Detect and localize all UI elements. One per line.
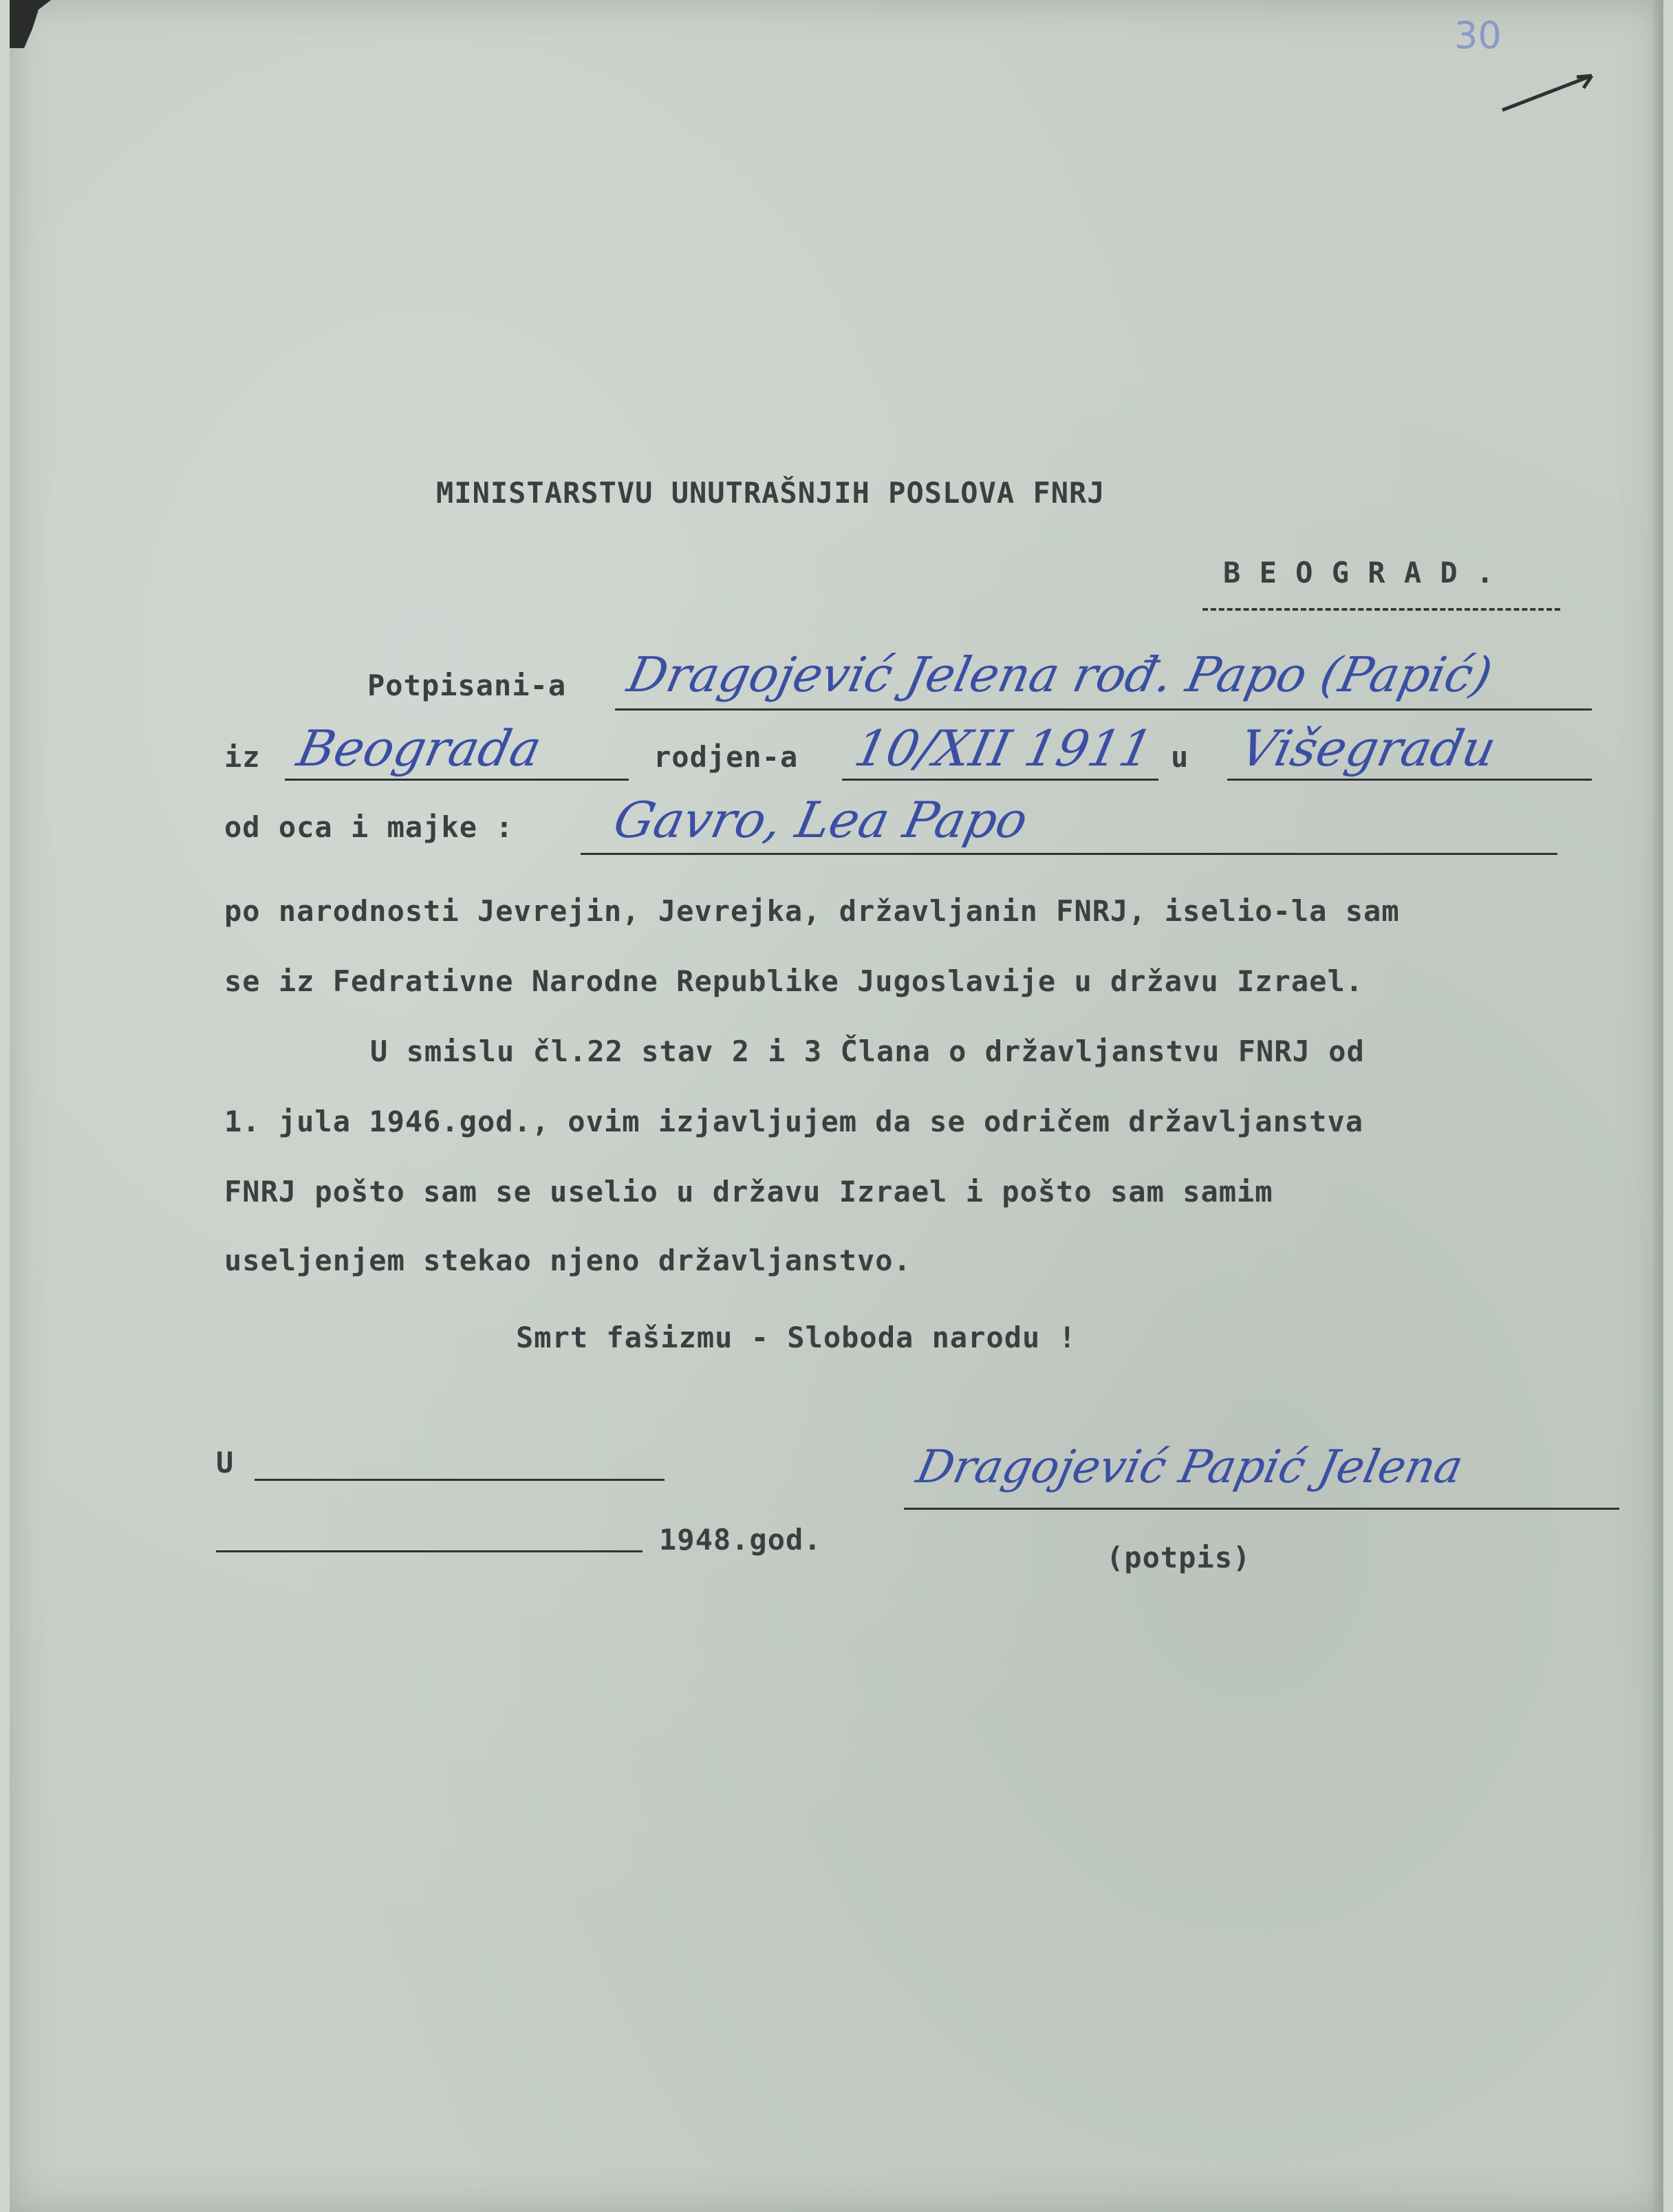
potpisani-underline <box>615 708 1592 711</box>
rodjen-underline <box>842 779 1158 781</box>
signature-line <box>904 1508 1619 1510</box>
body-line-2: se iz Fedrativne Narodne Republike Jugoslavije u državu Izrael. <box>224 964 1364 998</box>
city-underline <box>1202 608 1560 611</box>
u-value: Višegradu <box>1235 719 1502 777</box>
page-number: 30 <box>1454 14 1502 57</box>
body-line-5: FNRJ pošto sam se uselio u državu Izrael i pošto sam samim <box>224 1175 1273 1208</box>
signature: Dragojević Papić Jelena <box>911 1440 1468 1493</box>
u-label: u <box>1171 740 1189 774</box>
date-line <box>216 1550 643 1552</box>
body-line-4: 1. jula 1946.god., ovim izjavljujem da se odričem državljanstva <box>224 1105 1364 1138</box>
rodjen-value: 10/XII 1911 <box>850 719 1158 777</box>
torn-corner <box>10 0 51 48</box>
iz-label: iz <box>224 740 261 774</box>
rodjen-label: rodjen-a <box>654 740 799 774</box>
signature-caption: (potpis) <box>1106 1541 1251 1574</box>
ministry-heading: MINISTARSTVU UNUTRAŠNJIH POSLOVA FNRJ <box>436 476 1105 510</box>
u-underline <box>1227 779 1592 781</box>
iz-underline <box>285 779 629 781</box>
city-heading: B E O G R A D . <box>1223 556 1495 589</box>
page-edge-shadow <box>1651 0 1663 2212</box>
slogan: Smrt fašizmu - Sloboda narodu ! <box>516 1321 1077 1354</box>
place-line <box>255 1479 665 1481</box>
potpisani-value: Dragojević Jelena rođ. Papo (Papić) <box>623 647 1498 703</box>
arrow-mark-icon <box>1496 62 1606 117</box>
document-page <box>10 0 1663 2212</box>
iz-value: Beograda <box>292 719 547 777</box>
potpisani-label: Potpisani-a <box>367 669 567 702</box>
year-label: 1948.god. <box>659 1523 822 1557</box>
roditelji-value: Gavro, Lea Papo <box>609 791 1033 849</box>
body-line-6: useljenjem stekao njeno državljanstvo. <box>224 1244 911 1277</box>
roditelji-underline <box>581 853 1557 855</box>
body-line-3: U smislu čl.22 stav 2 i 3 Člana o državljanstvu FNRJ od <box>370 1034 1365 1068</box>
place-label: U <box>216 1446 235 1479</box>
roditelji-label: od oca i majke : <box>224 810 514 844</box>
body-line-1: po narodnosti Jevrejin, Jevrejka, državljanin FNRJ, iselio-la sam <box>224 894 1400 928</box>
